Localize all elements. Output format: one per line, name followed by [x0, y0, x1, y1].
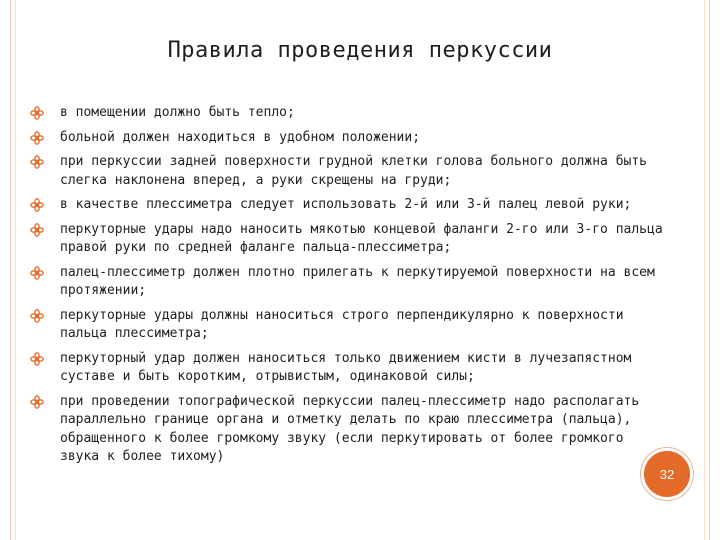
- bullet-item: [30, 104, 670, 123]
- bullet-text: перкуторные удары должны наноситься строго перпендикулярно к поверхности пальца плессиметра;: [60, 307, 624, 341]
- bullet-item: [30, 196, 670, 215]
- flower-bullet-icon: [30, 393, 44, 411]
- flower-bullet-icon: [30, 104, 44, 122]
- flower-bullet-icon: [30, 221, 44, 239]
- flower-bullet-icon: [30, 196, 44, 214]
- bullet-item: [30, 264, 670, 301]
- bullet-item: [30, 350, 670, 387]
- bullet-list: [30, 104, 670, 473]
- bullet-text: перкуторные удары надо наносить мякотью концевой фаланги 2-го или 3-го пальца правой руки по средней фаланге пальца-плессиметра;: [60, 221, 663, 255]
- bullet-item: [30, 153, 670, 190]
- flower-bullet-icon: [30, 153, 44, 171]
- flower-bullet-icon: [30, 129, 44, 147]
- bullet-text: палец-плессиметр должен плотно прилегать к перкутируемой поверхности на всем протяжении;: [60, 264, 655, 298]
- flower-bullet-icon: [30, 264, 44, 282]
- bullet-item: [30, 129, 670, 148]
- bullet-item: [30, 221, 670, 258]
- flower-bullet-icon: [30, 350, 44, 368]
- flower-bullet-icon: [30, 307, 44, 325]
- bullet-text: при перкуссии задней поверхности грудной клетки голова больного должна быть слегка наклонена вперед, а руки скрещены на груди;: [60, 154, 647, 188]
- bullet-text: в качестве плессиметра следует использовать 2-й или 3-й палец левой руки;: [60, 197, 632, 212]
- bullet-text: при проведении топографической перкуссии палец-плессиметр надо располагать параллельно границе органа и отметку делать по краю плессиметра (пальца), обращенного к более громкому звуку (если перкутировать от более громкого звука к более тихому): [60, 393, 640, 464]
- bullet-item: [30, 307, 670, 344]
- frame-line-left-outer: [10, 0, 11, 540]
- frame-line-right-inner: [704, 0, 705, 540]
- frame-line-right-outer: [709, 0, 710, 540]
- bullet-text: в помещении должно быть тепло;: [60, 105, 295, 120]
- bullet-item: [30, 393, 670, 467]
- bullet-text: больной должен находиться в удобном положении;: [60, 129, 421, 145]
- bullet-text: перкуторный удар должен наноситься только движением кисти в лучезапястном суставе и быть коротким, отрывистым, одинаковой силы;: [60, 350, 632, 384]
- slide-title: Правила проведения перкуссии: [167, 38, 553, 63]
- frame-line-left-inner: [15, 0, 16, 540]
- page-number-badge: 32: [641, 448, 693, 500]
